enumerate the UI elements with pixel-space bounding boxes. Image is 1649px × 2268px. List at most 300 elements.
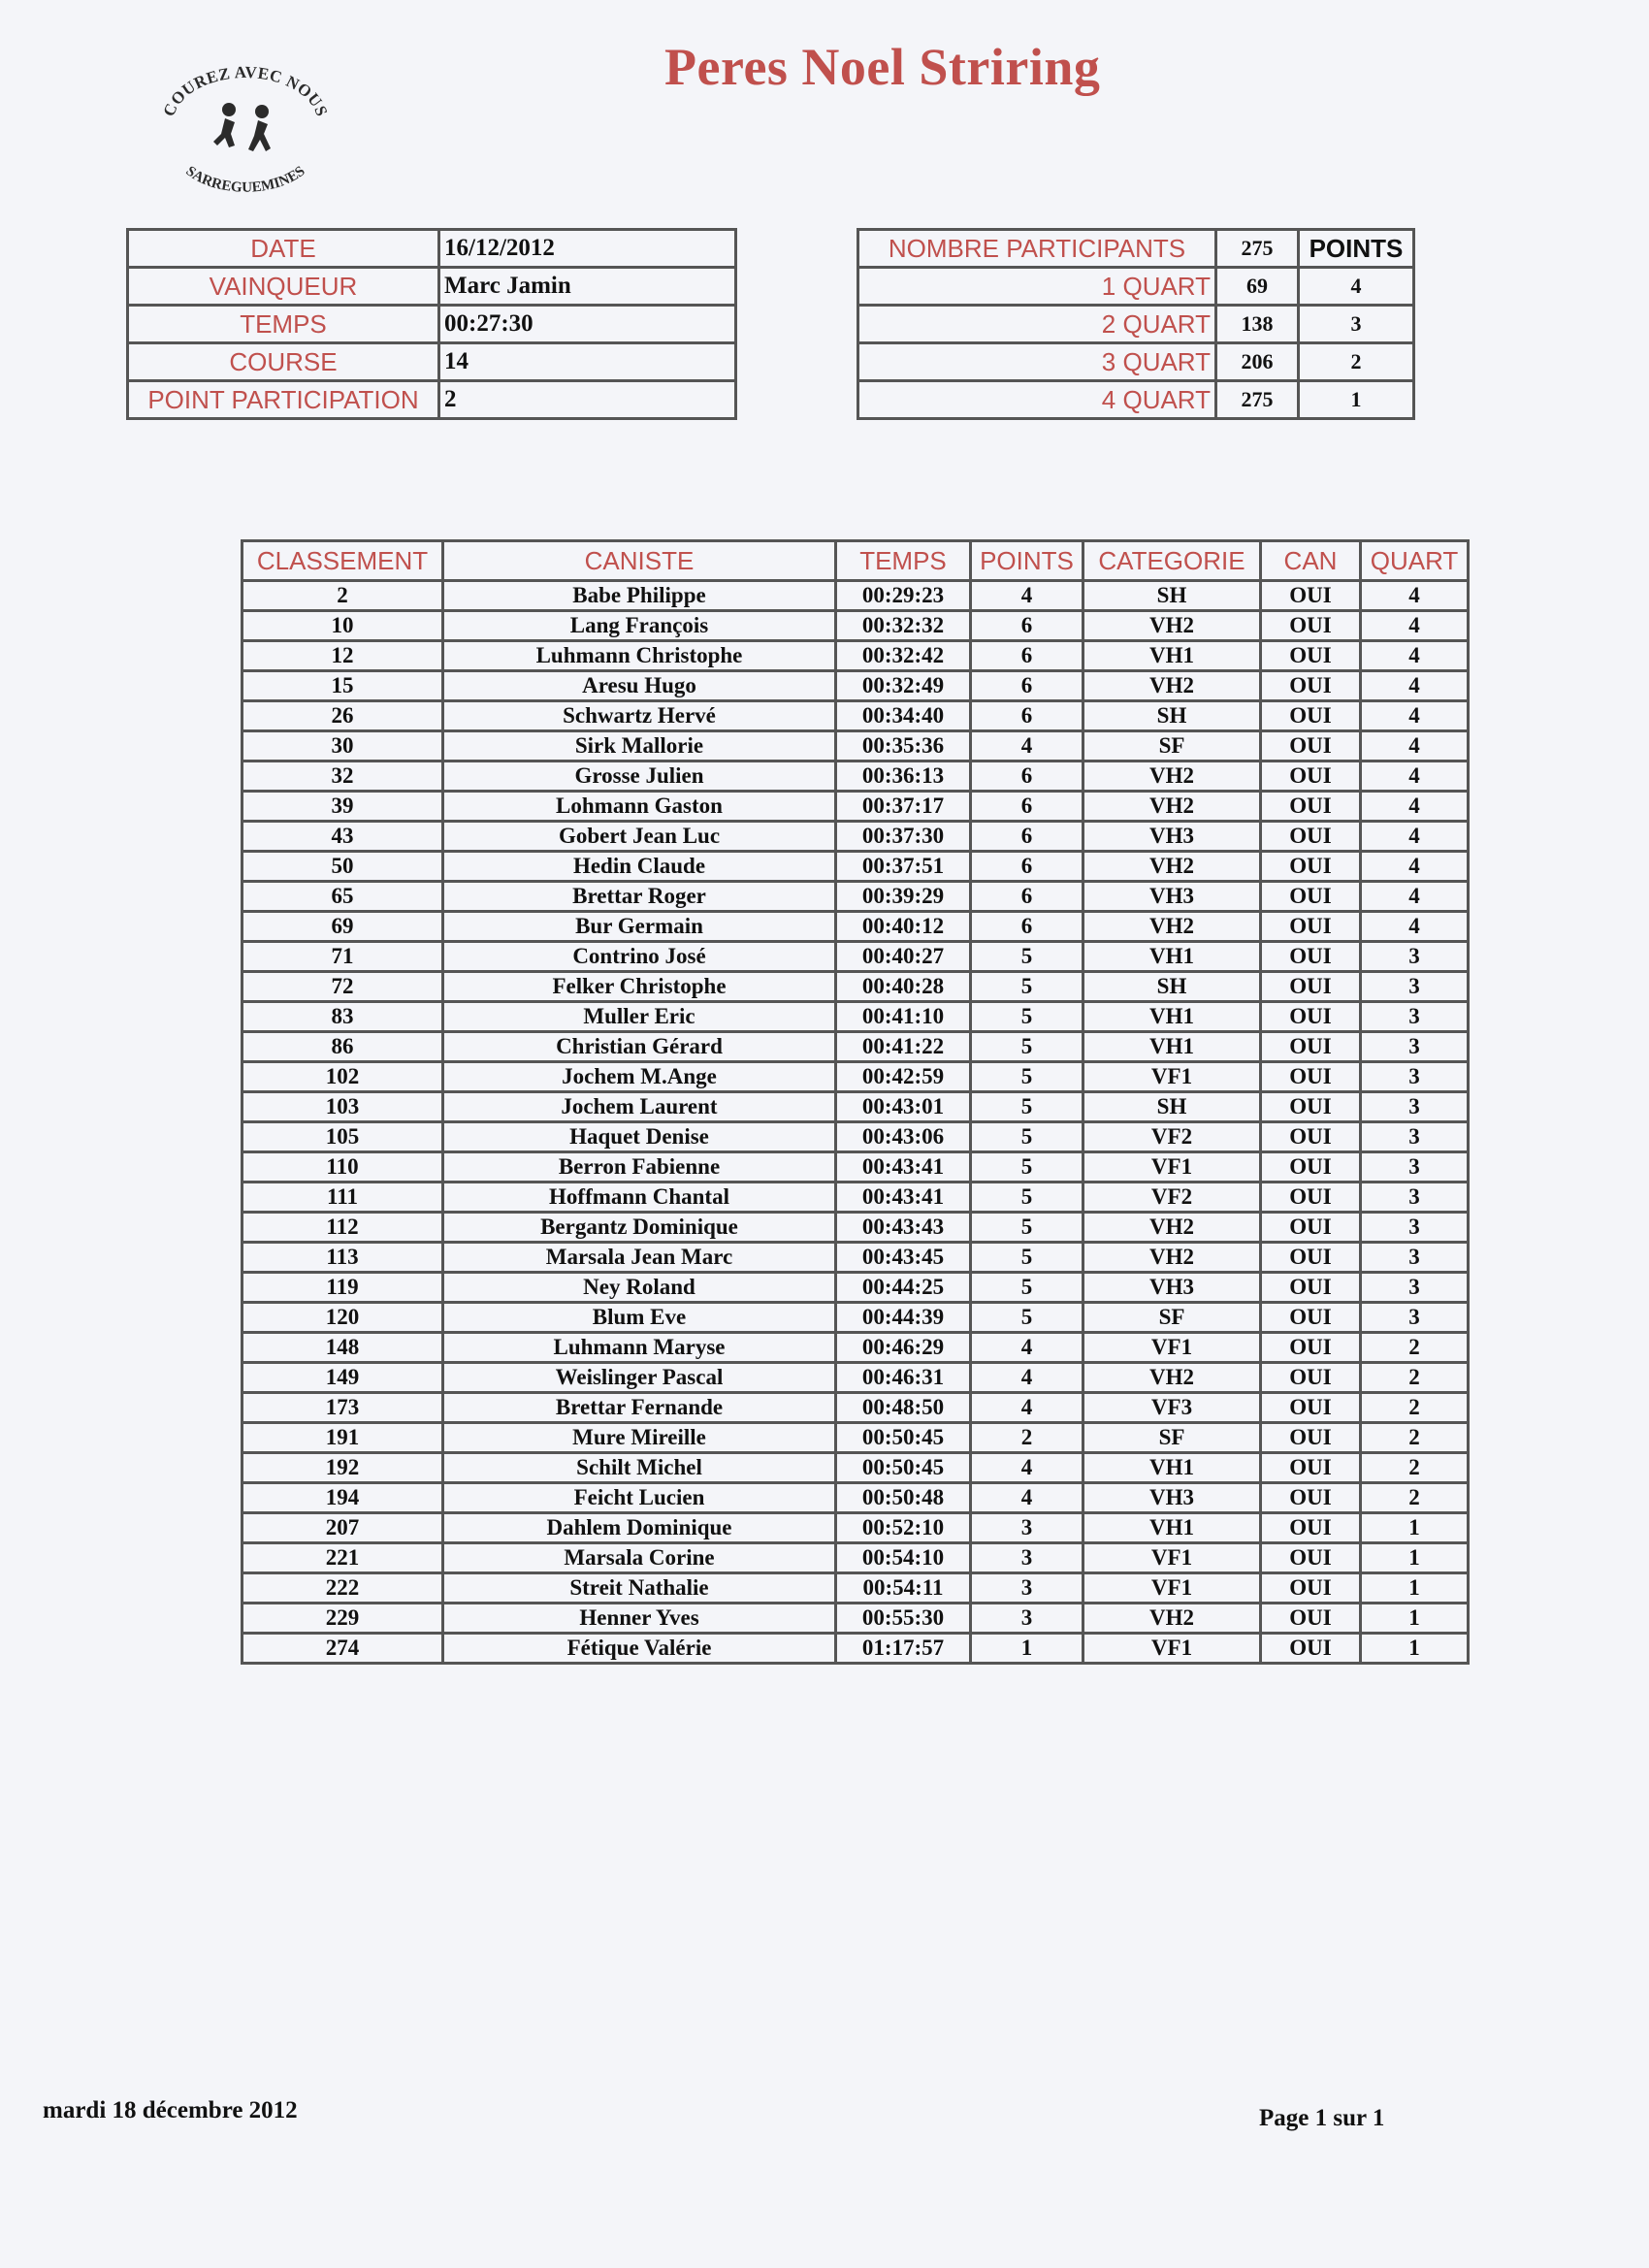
cell-caniste: Mure Mireille bbox=[443, 1423, 836, 1453]
cell-categorie: VF2 bbox=[1083, 1183, 1261, 1213]
cell-can: OUI bbox=[1261, 1483, 1361, 1513]
cell-temps: 00:42:59 bbox=[836, 1062, 971, 1092]
cell-categorie: SF bbox=[1083, 731, 1261, 761]
cell-points: 5 bbox=[971, 1032, 1083, 1062]
cell-can: OUI bbox=[1261, 912, 1361, 942]
cell-categorie: SF bbox=[1083, 1303, 1261, 1333]
cell-categorie: VF1 bbox=[1083, 1573, 1261, 1604]
table-row bbox=[242, 852, 1469, 882]
cell-categorie: VH1 bbox=[1083, 1032, 1261, 1062]
cell-temps: 00:50:45 bbox=[836, 1423, 971, 1453]
cell-classement: 39 bbox=[242, 792, 443, 822]
cell-points: 6 bbox=[971, 701, 1083, 731]
cell-temps: 00:50:45 bbox=[836, 1453, 971, 1483]
table-row bbox=[242, 882, 1469, 912]
table-row bbox=[242, 581, 1469, 611]
quarter-label: 2 QUART bbox=[858, 306, 1216, 343]
cell-categorie: VH3 bbox=[1083, 1273, 1261, 1303]
table-row bbox=[242, 1513, 1469, 1543]
table-row bbox=[242, 1423, 1469, 1453]
table-row bbox=[242, 792, 1469, 822]
race-info-label: POINT PARTICIPATION bbox=[128, 381, 439, 419]
cell-points: 5 bbox=[971, 1273, 1083, 1303]
cell-quart: 1 bbox=[1361, 1573, 1469, 1604]
cell-quart: 4 bbox=[1361, 882, 1469, 912]
race-info-value: 14 bbox=[439, 343, 736, 381]
quarter-count: 69 bbox=[1216, 268, 1299, 306]
cell-classement: 32 bbox=[242, 761, 443, 792]
participants-header-row bbox=[858, 230, 1414, 268]
cell-can: OUI bbox=[1261, 822, 1361, 852]
cell-temps: 00:54:10 bbox=[836, 1543, 971, 1573]
cell-caniste: Schwartz Hervé bbox=[443, 701, 836, 731]
cell-classement: 30 bbox=[242, 731, 443, 761]
quarter-count: 138 bbox=[1216, 306, 1299, 343]
cell-classement: 69 bbox=[242, 912, 443, 942]
cell-categorie: SF bbox=[1083, 1423, 1261, 1453]
table-row bbox=[242, 1303, 1469, 1333]
cell-quart: 4 bbox=[1361, 912, 1469, 942]
cell-points: 3 bbox=[971, 1604, 1083, 1634]
table-row bbox=[242, 1002, 1469, 1032]
cell-caniste: Brettar Fernande bbox=[443, 1393, 836, 1423]
cell-points: 4 bbox=[971, 1483, 1083, 1513]
column-header-quart: QUART bbox=[1361, 541, 1469, 581]
cell-caniste: Luhmann Maryse bbox=[443, 1333, 836, 1363]
cell-categorie: VH1 bbox=[1083, 641, 1261, 671]
table-row bbox=[242, 641, 1469, 671]
cell-temps: 00:55:30 bbox=[836, 1604, 971, 1634]
quarter-row bbox=[858, 343, 1414, 381]
quarter-row bbox=[858, 268, 1414, 306]
race-info-value: 16/12/2012 bbox=[439, 230, 736, 268]
cell-temps: 00:52:10 bbox=[836, 1513, 971, 1543]
table-row bbox=[242, 1062, 1469, 1092]
cell-categorie: VF1 bbox=[1083, 1543, 1261, 1573]
cell-can: OUI bbox=[1261, 701, 1361, 731]
cell-classement: 103 bbox=[242, 1092, 443, 1122]
quarter-row bbox=[858, 381, 1414, 419]
cell-categorie: VF1 bbox=[1083, 1333, 1261, 1363]
cell-points: 5 bbox=[971, 1243, 1083, 1273]
cell-temps: 00:41:10 bbox=[836, 1002, 971, 1032]
cell-can: OUI bbox=[1261, 1122, 1361, 1152]
cell-quart: 1 bbox=[1361, 1634, 1469, 1664]
table-row bbox=[242, 1243, 1469, 1273]
race-info-label: COURSE bbox=[128, 343, 439, 381]
cell-classement: 222 bbox=[242, 1573, 443, 1604]
cell-can: OUI bbox=[1261, 1363, 1361, 1393]
column-header-classement: CLASSEMENT bbox=[242, 541, 443, 581]
race-info-row bbox=[128, 268, 736, 306]
cell-points: 3 bbox=[971, 1543, 1083, 1573]
cell-caniste: Henner Yves bbox=[443, 1604, 836, 1634]
cell-quart: 3 bbox=[1361, 1122, 1469, 1152]
cell-points: 5 bbox=[971, 1062, 1083, 1092]
race-info-value: 00:27:30 bbox=[439, 306, 736, 343]
cell-categorie: VH2 bbox=[1083, 1604, 1261, 1634]
cell-classement: 12 bbox=[242, 641, 443, 671]
cell-quart: 3 bbox=[1361, 972, 1469, 1002]
quarter-label: 1 QUART bbox=[858, 268, 1216, 306]
cell-can: OUI bbox=[1261, 1152, 1361, 1183]
cell-classement: 221 bbox=[242, 1543, 443, 1573]
cell-caniste: Babe Philippe bbox=[443, 581, 836, 611]
cell-points: 6 bbox=[971, 641, 1083, 671]
cell-points: 4 bbox=[971, 581, 1083, 611]
cell-classement: 10 bbox=[242, 611, 443, 641]
cell-points: 5 bbox=[971, 1152, 1083, 1183]
quarter-points: 1 bbox=[1299, 381, 1414, 419]
cell-categorie: VH1 bbox=[1083, 1453, 1261, 1483]
cell-points: 5 bbox=[971, 1183, 1083, 1213]
cell-caniste: Marsala Corine bbox=[443, 1543, 836, 1573]
cell-points: 5 bbox=[971, 972, 1083, 1002]
cell-points: 5 bbox=[971, 1122, 1083, 1152]
cell-quart: 3 bbox=[1361, 1303, 1469, 1333]
cell-classement: 83 bbox=[242, 1002, 443, 1032]
cell-caniste: Bergantz Dominique bbox=[443, 1213, 836, 1243]
table-row bbox=[242, 1092, 1469, 1122]
cell-caniste: Lang François bbox=[443, 611, 836, 641]
column-header-caniste: CANISTE bbox=[443, 541, 836, 581]
cell-caniste: Aresu Hugo bbox=[443, 671, 836, 701]
quarter-points: 2 bbox=[1299, 343, 1414, 381]
cell-temps: 00:34:40 bbox=[836, 701, 971, 731]
svg-text:COUREZ AVEC NOUS bbox=[159, 66, 331, 119]
cell-categorie: VF2 bbox=[1083, 1122, 1261, 1152]
cell-temps: 00:44:25 bbox=[836, 1273, 971, 1303]
cell-quart: 2 bbox=[1361, 1483, 1469, 1513]
cell-temps: 00:40:12 bbox=[836, 912, 971, 942]
cell-can: OUI bbox=[1261, 1634, 1361, 1664]
cell-temps: 01:17:57 bbox=[836, 1634, 971, 1664]
cell-temps: 00:37:17 bbox=[836, 792, 971, 822]
cell-caniste: Brettar Roger bbox=[443, 882, 836, 912]
cell-caniste: Muller Eric bbox=[443, 1002, 836, 1032]
cell-temps: 00:40:27 bbox=[836, 942, 971, 972]
cell-caniste: Gobert Jean Luc bbox=[443, 822, 836, 852]
cell-temps: 00:46:31 bbox=[836, 1363, 971, 1393]
cell-points: 6 bbox=[971, 882, 1083, 912]
cell-can: OUI bbox=[1261, 611, 1361, 641]
cell-caniste: Jochem M.Ange bbox=[443, 1062, 836, 1092]
cell-can: OUI bbox=[1261, 1573, 1361, 1604]
cell-quart: 3 bbox=[1361, 1032, 1469, 1062]
cell-temps: 00:46:29 bbox=[836, 1333, 971, 1363]
cell-quart: 4 bbox=[1361, 792, 1469, 822]
table-row bbox=[242, 1604, 1469, 1634]
table-row bbox=[242, 611, 1469, 641]
club-logo bbox=[153, 66, 338, 202]
cell-can: OUI bbox=[1261, 671, 1361, 701]
table-row bbox=[242, 761, 1469, 792]
cell-can: OUI bbox=[1261, 1453, 1361, 1483]
cell-categorie: VH3 bbox=[1083, 1483, 1261, 1513]
cell-quart: 4 bbox=[1361, 761, 1469, 792]
logo-text-bottom: SARREGUEMINES bbox=[182, 163, 308, 196]
cell-quart: 3 bbox=[1361, 1273, 1469, 1303]
cell-classement: 194 bbox=[242, 1483, 443, 1513]
cell-categorie: VH1 bbox=[1083, 942, 1261, 972]
cell-temps: 00:36:13 bbox=[836, 761, 971, 792]
results-header-row bbox=[242, 541, 1469, 581]
cell-categorie: VF1 bbox=[1083, 1062, 1261, 1092]
cell-classement: 148 bbox=[242, 1333, 443, 1363]
cell-caniste: Felker Christophe bbox=[443, 972, 836, 1002]
race-info-value: 2 bbox=[439, 381, 736, 419]
cell-can: OUI bbox=[1261, 1183, 1361, 1213]
cell-points: 5 bbox=[971, 1092, 1083, 1122]
cell-can: OUI bbox=[1261, 1032, 1361, 1062]
cell-categorie: VH3 bbox=[1083, 822, 1261, 852]
race-info-label: DATE bbox=[128, 230, 439, 268]
cell-can: OUI bbox=[1261, 1273, 1361, 1303]
table-row bbox=[242, 942, 1469, 972]
cell-categorie: VH1 bbox=[1083, 1002, 1261, 1032]
race-info-row bbox=[128, 230, 736, 268]
cell-classement: 72 bbox=[242, 972, 443, 1002]
quarter-row bbox=[858, 306, 1414, 343]
table-row bbox=[242, 1634, 1469, 1664]
cell-quart: 4 bbox=[1361, 822, 1469, 852]
cell-caniste: Grosse Julien bbox=[443, 761, 836, 792]
cell-categorie: VH3 bbox=[1083, 882, 1261, 912]
cell-can: OUI bbox=[1261, 581, 1361, 611]
cell-temps: 00:32:49 bbox=[836, 671, 971, 701]
cell-categorie: VH1 bbox=[1083, 1513, 1261, 1543]
cell-temps: 00:41:22 bbox=[836, 1032, 971, 1062]
cell-classement: 207 bbox=[242, 1513, 443, 1543]
table-row bbox=[242, 822, 1469, 852]
cell-points: 3 bbox=[971, 1513, 1083, 1543]
quarter-label: 4 QUART bbox=[858, 381, 1216, 419]
runner-figure-left-icon bbox=[213, 103, 236, 147]
cell-points: 6 bbox=[971, 611, 1083, 641]
cell-temps: 00:40:28 bbox=[836, 972, 971, 1002]
cell-caniste: Feicht Lucien bbox=[443, 1483, 836, 1513]
cell-temps: 00:50:48 bbox=[836, 1483, 971, 1513]
cell-quart: 3 bbox=[1361, 1213, 1469, 1243]
cell-quart: 3 bbox=[1361, 942, 1469, 972]
cell-classement: 149 bbox=[242, 1363, 443, 1393]
race-info-value: Marc Jamin bbox=[439, 268, 736, 306]
cell-temps: 00:44:39 bbox=[836, 1303, 971, 1333]
cell-categorie: VH2 bbox=[1083, 1213, 1261, 1243]
logo-text-top: COUREZ AVEC NOUS bbox=[159, 66, 332, 119]
cell-caniste: Berron Fabienne bbox=[443, 1152, 836, 1183]
cell-can: OUI bbox=[1261, 1002, 1361, 1032]
cell-can: OUI bbox=[1261, 641, 1361, 671]
cell-can: OUI bbox=[1261, 731, 1361, 761]
cell-points: 2 bbox=[971, 1423, 1083, 1453]
table-row bbox=[242, 1453, 1469, 1483]
cell-temps: 00:43:01 bbox=[836, 1092, 971, 1122]
cell-classement: 173 bbox=[242, 1393, 443, 1423]
participants-count: 275 bbox=[1216, 230, 1299, 268]
svg-text:SARREGUEMINES bbox=[182, 163, 307, 195]
cell-quart: 3 bbox=[1361, 1152, 1469, 1183]
cell-quart: 4 bbox=[1361, 611, 1469, 641]
runner-figure-right-icon bbox=[248, 105, 271, 151]
cell-can: OUI bbox=[1261, 1604, 1361, 1634]
cell-caniste: Streit Nathalie bbox=[443, 1573, 836, 1604]
cell-classement: 2 bbox=[242, 581, 443, 611]
cell-caniste: Contrino José bbox=[443, 942, 836, 972]
cell-caniste: Marsala Jean Marc bbox=[443, 1243, 836, 1273]
cell-categorie: VF1 bbox=[1083, 1634, 1261, 1664]
cell-points: 6 bbox=[971, 792, 1083, 822]
cell-temps: 00:39:29 bbox=[836, 882, 971, 912]
cell-caniste: Jochem Laurent bbox=[443, 1092, 836, 1122]
quarter-label: 3 QUART bbox=[858, 343, 1216, 381]
table-row bbox=[242, 1152, 1469, 1183]
footer-date: mardi 18 décembre 2012 bbox=[43, 2097, 298, 2123]
cell-categorie: VH2 bbox=[1083, 671, 1261, 701]
cell-caniste: Hedin Claude bbox=[443, 852, 836, 882]
cell-quart: 4 bbox=[1361, 581, 1469, 611]
column-header-can: CAN bbox=[1261, 541, 1361, 581]
cell-categorie: VH2 bbox=[1083, 852, 1261, 882]
table-row bbox=[242, 701, 1469, 731]
cell-can: OUI bbox=[1261, 942, 1361, 972]
cell-categorie: SH bbox=[1083, 581, 1261, 611]
race-info-row bbox=[128, 343, 736, 381]
cell-temps: 00:35:36 bbox=[836, 731, 971, 761]
cell-temps: 00:43:43 bbox=[836, 1213, 971, 1243]
cell-classement: 71 bbox=[242, 942, 443, 972]
cell-quart: 1 bbox=[1361, 1604, 1469, 1634]
table-row bbox=[242, 1333, 1469, 1363]
table-row bbox=[242, 1483, 1469, 1513]
cell-quart: 4 bbox=[1361, 641, 1469, 671]
cell-quart: 3 bbox=[1361, 1243, 1469, 1273]
table-row bbox=[242, 1543, 1469, 1573]
results-table bbox=[241, 539, 1470, 1665]
points-header: POINTS bbox=[1299, 230, 1414, 268]
cell-categorie: VH2 bbox=[1083, 1363, 1261, 1393]
table-row bbox=[242, 1122, 1469, 1152]
cell-quart: 4 bbox=[1361, 852, 1469, 882]
cell-categorie: SH bbox=[1083, 1092, 1261, 1122]
table-row bbox=[242, 1393, 1469, 1423]
cell-classement: 110 bbox=[242, 1152, 443, 1183]
column-header-temps: TEMPS bbox=[836, 541, 971, 581]
table-row bbox=[242, 1183, 1469, 1213]
cell-can: OUI bbox=[1261, 792, 1361, 822]
cell-classement: 50 bbox=[242, 852, 443, 882]
cell-can: OUI bbox=[1261, 972, 1361, 1002]
quarter-points: 3 bbox=[1299, 306, 1414, 343]
cell-points: 5 bbox=[971, 1002, 1083, 1032]
cell-quart: 2 bbox=[1361, 1453, 1469, 1483]
cell-can: OUI bbox=[1261, 1543, 1361, 1573]
cell-classement: 102 bbox=[242, 1062, 443, 1092]
cell-classement: 105 bbox=[242, 1122, 443, 1152]
quarter-points: 4 bbox=[1299, 268, 1414, 306]
cell-caniste: Luhmann Christophe bbox=[443, 641, 836, 671]
cell-points: 4 bbox=[971, 1333, 1083, 1363]
cell-classement: 112 bbox=[242, 1213, 443, 1243]
table-row bbox=[242, 912, 1469, 942]
cell-classement: 274 bbox=[242, 1634, 443, 1664]
cell-caniste: Hoffmann Chantal bbox=[443, 1183, 836, 1213]
cell-points: 6 bbox=[971, 761, 1083, 792]
cell-points: 4 bbox=[971, 1453, 1083, 1483]
participants-quarters-table bbox=[857, 228, 1415, 420]
cell-can: OUI bbox=[1261, 1513, 1361, 1543]
cell-classement: 120 bbox=[242, 1303, 443, 1333]
cell-points: 6 bbox=[971, 912, 1083, 942]
cell-caniste: Lohmann Gaston bbox=[443, 792, 836, 822]
cell-temps: 00:43:41 bbox=[836, 1152, 971, 1183]
cell-temps: 00:48:50 bbox=[836, 1393, 971, 1423]
cell-can: OUI bbox=[1261, 1243, 1361, 1273]
column-header-points: POINTS bbox=[971, 541, 1083, 581]
cell-can: OUI bbox=[1261, 882, 1361, 912]
cell-temps: 00:29:23 bbox=[836, 581, 971, 611]
cell-caniste: Fétique Valérie bbox=[443, 1634, 836, 1664]
cell-can: OUI bbox=[1261, 1423, 1361, 1453]
cell-points: 6 bbox=[971, 852, 1083, 882]
race-info-row bbox=[128, 306, 736, 343]
cell-categorie: SH bbox=[1083, 972, 1261, 1002]
cell-classement: 15 bbox=[242, 671, 443, 701]
cell-points: 5 bbox=[971, 1213, 1083, 1243]
cell-quart: 1 bbox=[1361, 1543, 1469, 1573]
cell-points: 3 bbox=[971, 1573, 1083, 1604]
cell-categorie: VF3 bbox=[1083, 1393, 1261, 1423]
cell-can: OUI bbox=[1261, 761, 1361, 792]
cell-caniste: Weislinger Pascal bbox=[443, 1363, 836, 1393]
cell-quart: 3 bbox=[1361, 1002, 1469, 1032]
cell-categorie: SH bbox=[1083, 701, 1261, 731]
cell-categorie: VH2 bbox=[1083, 1243, 1261, 1273]
race-info-table bbox=[126, 228, 737, 420]
participants-label: NOMBRE PARTICIPANTS bbox=[858, 230, 1216, 268]
race-info-label: TEMPS bbox=[128, 306, 439, 343]
cell-caniste: Dahlem Dominique bbox=[443, 1513, 836, 1543]
cell-quart: 2 bbox=[1361, 1423, 1469, 1453]
cell-categorie: VH2 bbox=[1083, 761, 1261, 792]
cell-points: 5 bbox=[971, 1303, 1083, 1333]
cell-classement: 111 bbox=[242, 1183, 443, 1213]
table-row bbox=[242, 1273, 1469, 1303]
cell-can: OUI bbox=[1261, 1213, 1361, 1243]
cell-classement: 113 bbox=[242, 1243, 443, 1273]
cell-caniste: Ney Roland bbox=[443, 1273, 836, 1303]
cell-points: 1 bbox=[971, 1634, 1083, 1664]
cell-can: OUI bbox=[1261, 1333, 1361, 1363]
cell-categorie: VF1 bbox=[1083, 1152, 1261, 1183]
cell-quart: 4 bbox=[1361, 731, 1469, 761]
cell-classement: 119 bbox=[242, 1273, 443, 1303]
cell-points: 4 bbox=[971, 731, 1083, 761]
cell-categorie: VH2 bbox=[1083, 792, 1261, 822]
table-row bbox=[242, 972, 1469, 1002]
cell-classement: 26 bbox=[242, 701, 443, 731]
cell-points: 4 bbox=[971, 1393, 1083, 1423]
cell-temps: 00:43:06 bbox=[836, 1122, 971, 1152]
cell-classement: 86 bbox=[242, 1032, 443, 1062]
cell-temps: 00:32:42 bbox=[836, 641, 971, 671]
column-header-categorie: CATEGORIE bbox=[1083, 541, 1261, 581]
cell-quart: 4 bbox=[1361, 701, 1469, 731]
cell-caniste: Schilt Michel bbox=[443, 1453, 836, 1483]
cell-temps: 00:43:45 bbox=[836, 1243, 971, 1273]
cell-points: 5 bbox=[971, 942, 1083, 972]
cell-caniste: Sirk Mallorie bbox=[443, 731, 836, 761]
